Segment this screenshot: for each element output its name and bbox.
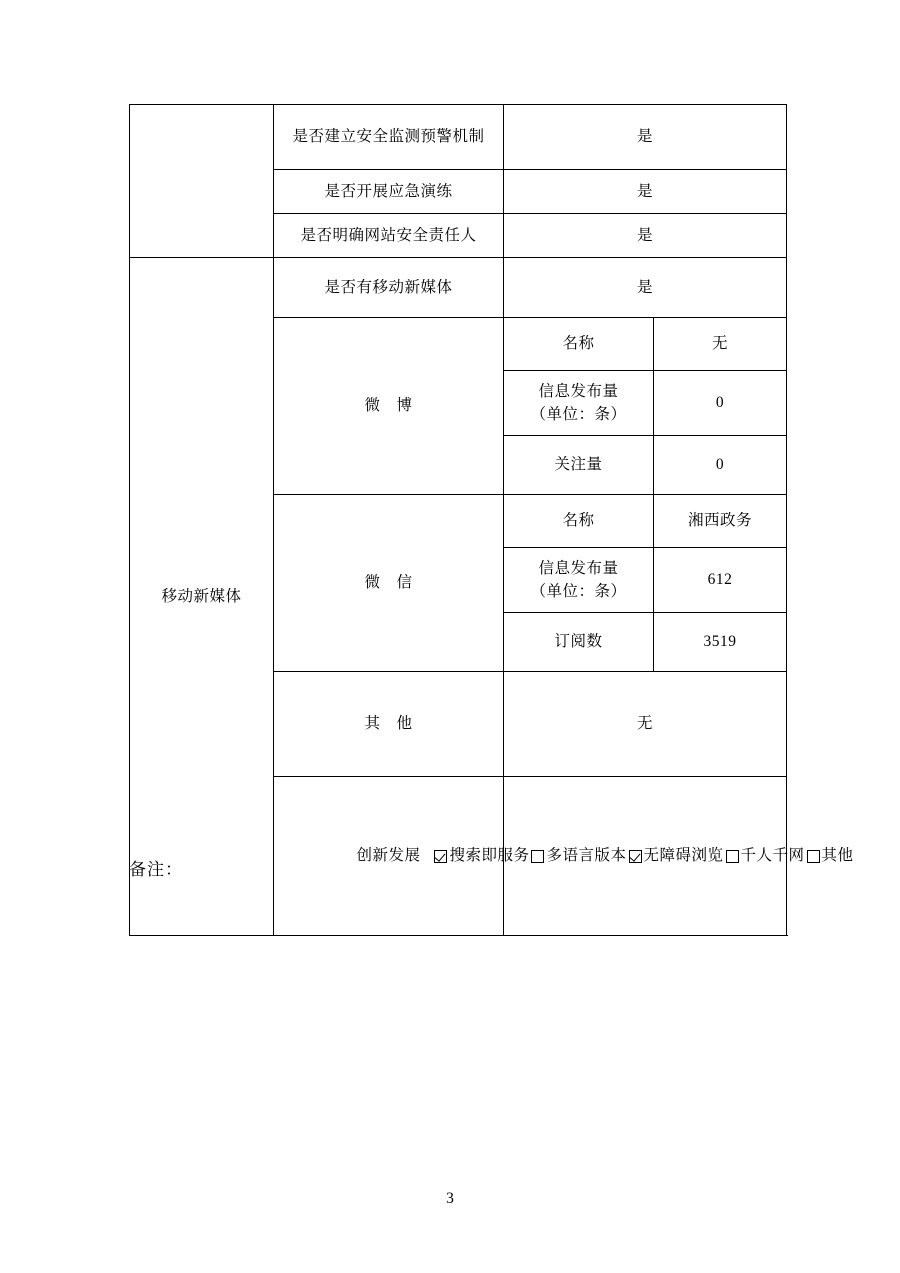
report-table	[129, 104, 854, 936]
security-monitor-value: 是	[504, 105, 787, 170]
weibo-publish-count-label	[504, 371, 654, 436]
innovation-option-other[interactable]	[807, 844, 854, 867]
innovation-option-label: 搜索即服务	[449, 847, 530, 865]
innovation-option-label: 多语言版本	[546, 847, 627, 865]
weixin-name-value: 湘西政务	[654, 495, 787, 548]
checkbox-unchecked-icon[interactable]	[807, 850, 820, 863]
innovation-section-label: 创新发展	[274, 777, 504, 936]
security-monitor-label: 是否建立安全监测预警机制	[274, 105, 504, 170]
checkbox-unchecked-icon[interactable]	[531, 850, 544, 863]
empty-section-cell	[130, 105, 274, 258]
innovation-options-cell	[449, 777, 854, 936]
has-new-media-value: 是	[504, 258, 787, 318]
weibo-publish-count-value: 0	[654, 371, 787, 436]
weixin-publish-count-value: 612	[654, 548, 787, 613]
innovation-checkbox-group	[449, 844, 854, 867]
innovation-option-accessibility[interactable]	[629, 844, 724, 867]
weixin-publish-count-label-line2: （单位：条）	[530, 583, 627, 600]
innovation-option-label: 无障碍浏览	[643, 847, 724, 865]
weibo-followers-label: 关注量	[504, 436, 654, 495]
weibo-name-label: 名称	[504, 318, 654, 371]
weixin-label: 微 信	[274, 495, 504, 672]
emergency-drill-value: 是	[504, 170, 787, 214]
weixin-subscribers-value: 3519	[654, 613, 787, 672]
innovation-option-label: 其他	[821, 847, 854, 865]
security-officer-value: 是	[504, 214, 787, 258]
table-row	[130, 105, 787, 170]
remark-label: 备注：	[129, 860, 183, 879]
page-number: 3	[446, 1190, 454, 1207]
security-officer-label: 是否明确网站安全责任人	[274, 214, 504, 258]
innovation-option-personalized[interactable]	[726, 844, 805, 867]
weixin-name-label: 名称	[504, 495, 654, 548]
weibo-name-value: 无	[654, 318, 787, 371]
checkbox-checked-icon[interactable]	[629, 850, 642, 863]
weixin-subscribers-label: 订阅数	[504, 613, 654, 672]
weixin-publish-count-label	[504, 548, 654, 613]
checkbox-checked-icon[interactable]	[434, 850, 447, 863]
weibo-label: 微 博	[274, 318, 504, 495]
weibo-publish-count-label-line1: 信息发布量	[538, 382, 619, 400]
weibo-publish-count-label-line2: （单位：条）	[530, 406, 627, 423]
other-media-label: 其 他	[274, 672, 504, 777]
table-row	[130, 258, 787, 318]
weixin-publish-count-label-line1: 信息发布量	[538, 559, 619, 577]
innovation-option-multilingual[interactable]	[531, 844, 626, 867]
innovation-option-search-as-service[interactable]	[434, 844, 529, 867]
other-media-value: 无	[504, 672, 787, 777]
weibo-followers-value: 0	[654, 436, 787, 495]
has-new-media-label: 是否有移动新媒体	[274, 258, 504, 318]
mobile-new-media-section-label: 移动新媒体	[130, 258, 274, 936]
checkbox-unchecked-icon[interactable]	[726, 850, 739, 863]
innovation-option-label: 千人千网	[740, 847, 805, 865]
emergency-drill-label: 是否开展应急演练	[274, 170, 504, 214]
